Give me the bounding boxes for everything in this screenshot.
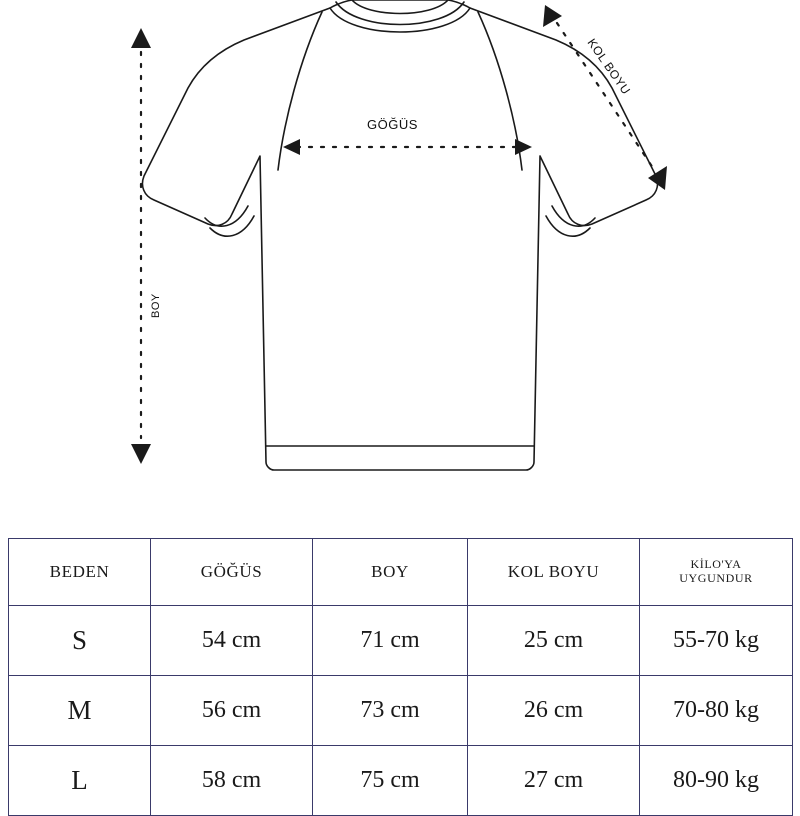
header-kilo-line1: KİLO'YA <box>690 557 742 572</box>
table-header-row <box>9 539 793 606</box>
cell-chest: 56 cm <box>151 676 313 746</box>
tshirt-outline <box>142 0 657 470</box>
header-kol-boyu: KOL BOYU <box>468 539 640 606</box>
cell-weight: 80-90 kg <box>640 746 793 816</box>
length-dimension-label: BOY <box>150 293 162 318</box>
cell-sleeve: 25 cm <box>468 606 640 676</box>
length-dimension-arrow <box>131 28 151 464</box>
header-boy: BOY <box>313 539 468 606</box>
cell-length: 73 cm <box>313 676 468 746</box>
header-beden: BEDEN <box>9 539 151 606</box>
chest-dimension-arrow <box>283 139 532 155</box>
cell-sleeve: 26 cm <box>468 676 640 746</box>
table-row <box>9 676 793 746</box>
table-row <box>9 746 793 816</box>
header-kilo-uygundur <box>640 539 793 606</box>
header-kilo-line2: UYGUNDUR <box>679 571 753 585</box>
cell-size: M <box>9 676 151 746</box>
cell-chest: 54 cm <box>151 606 313 676</box>
cell-weight: 55-70 kg <box>640 606 793 676</box>
sleeve-dimension-label: KOL BOYU <box>584 36 634 98</box>
cell-sleeve: 27 cm <box>468 746 640 816</box>
cell-length: 71 cm <box>313 606 468 676</box>
cell-size: L <box>9 746 151 816</box>
table-row <box>9 606 793 676</box>
size-table <box>8 538 793 816</box>
cell-chest: 58 cm <box>151 746 313 816</box>
header-gogus: GÖĞÜS <box>151 539 313 606</box>
cell-size: S <box>9 606 151 676</box>
cell-weight: 70-80 kg <box>640 676 793 746</box>
chest-dimension-label: GÖĞÜS <box>367 117 418 132</box>
cell-length: 75 cm <box>313 746 468 816</box>
